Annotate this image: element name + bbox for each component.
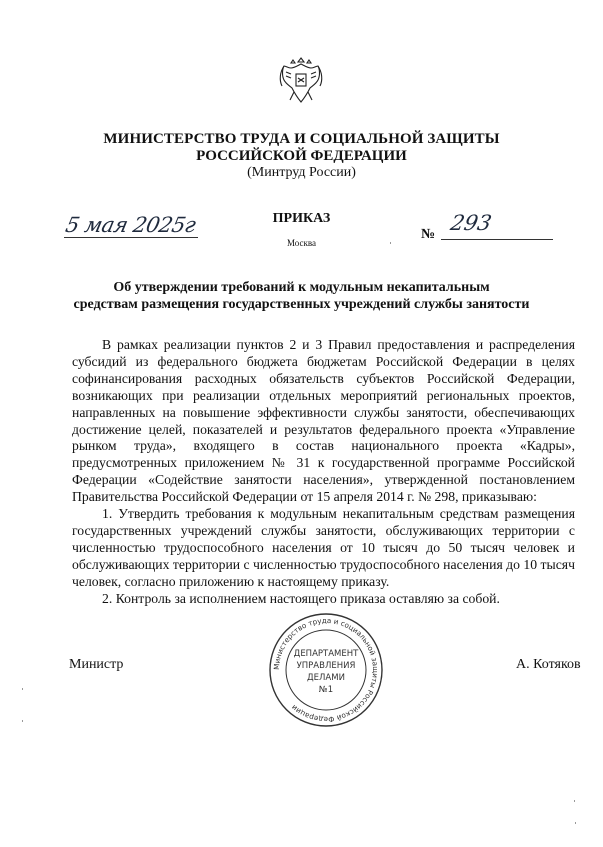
ministry-short-name: (Минтруд России) [247,165,356,180]
stamp-ring-text: Министерство труда и социальной защиты Российской Федерации [271,615,381,725]
preamble-paragraph: В рамках реализации пунктов 2 и 3 Правил предоставления и распределения субсидий из федерального бюджета бюджетам Российской Федерации в целях софинансирования расходных обязательств субъектов Российской Федерации, возникающих при реализации отдельных мероприятий региональных проектов, направленных на повышение эффективности службы занятости, обеспечивающих достижение целей, показателей и результатов федерального проекта «Управление рынком труда», входящего в состав национального проекта «Кадры», предусмотренных приложением № 31 к государственной программе Российской Федерации «Содействие занятости населения», утвержденной постановлением Правительства Российской Федерации от 15 апреля 2014 г. № 298, приказываю: [72,337,575,505]
item-2-paragraph: 2. Контроль за исполнением настоящего приказа оставляю за собой. [102,590,500,606]
stamp-line2: УПРАВЛЕНИЯ [296,661,356,671]
signer-position: Министр [69,657,124,672]
coat-of-arms-emblem [276,52,326,108]
ministry-name-line1: МИНИСТЕРСТВО ТРУДА И СОЦИАЛЬНОЙ ЗАЩИТЫ [103,131,500,147]
stamp-line1: ДЕПАРТАМЕНТ [293,649,359,659]
scan-speck [575,822,576,824]
subject-line1: Об утверждении требований к модульным некапитальным [113,280,490,295]
order-body [72,337,575,608]
order-title: ПРИКАЗ [272,211,331,226]
ministry-name-line2: РОССИЙСКОЙ ФЕДЕРАЦИИ [196,148,407,164]
scan-speck [390,242,391,244]
stamp-line3: ДЕЛАМИ [307,673,345,683]
number-label: № [421,227,436,242]
handwritten-number: 293 [448,211,494,235]
scan-speck [22,688,23,690]
city-label: Москва [287,238,316,248]
signer-name: А. Котяков [516,657,581,672]
handwritten-date: 5 мая 2025г [63,213,198,237]
scan-speck [574,800,575,802]
scan-speck [22,720,23,722]
stamp-line4: №1 [318,685,334,695]
item-1-paragraph: 1. Утвердить требования к модульным некапитальным средствам размещения государственных учреждений службы занятости, обслуживающих территории с численностью трудоспособного населения от 10 тысяч до 50 тысяч человек и обслуживающих территории с численностью трудоспособного населения до 10 тысяч человек, согласно приложению к настоящему приказу. [72,506,575,589]
subject-line2: средствам размещения государственных учреждений службы занятости [73,297,530,312]
number-underline [441,239,553,240]
official-stamp [266,610,386,730]
